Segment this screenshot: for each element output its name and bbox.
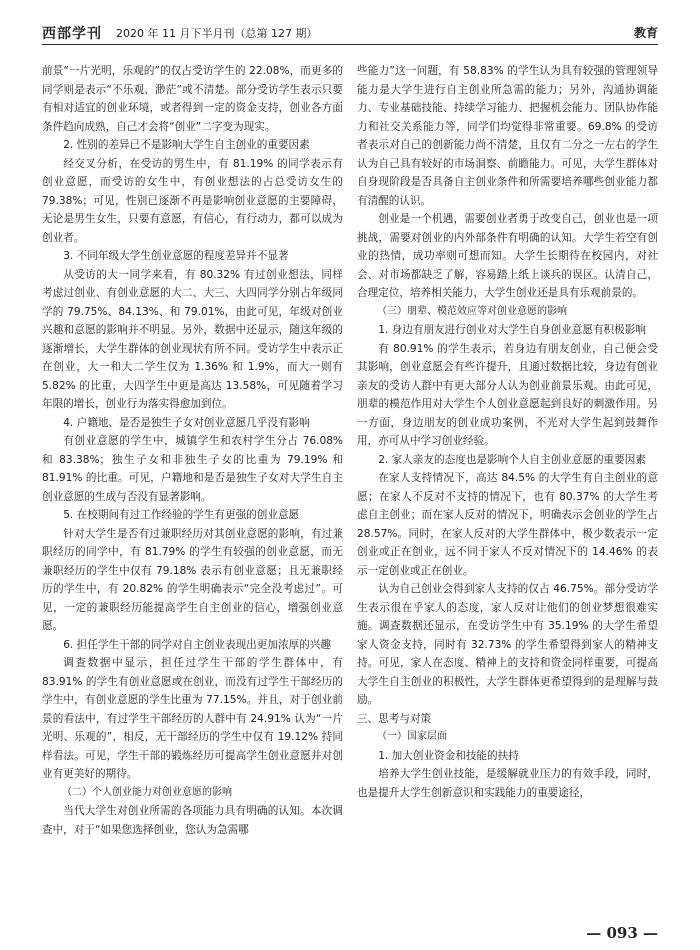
paragraph: 从受访的大一同学来看，有 80.32% 有过创业想法，同样考虑过创业、有创业意愿的大二、大三、大四同学分别占年级同学的 79.75%、84.13%、和 79.01%，由此可见，年级对创业兴趣和意愿的影响并不明显。另外，数据中还显示，随这年级的逐渐增长，大学生群体的创业现状有所不同。受访学生中表示正在创业，大一和大二学生仅为 1.36% 和 1.9%，而大一则有 5.82% 的比重，大四学生中更是高达 13.58%，可见随着学习年限的增长，创业行为落实得愈加到位。 — [42, 268, 343, 410]
paragraph: 有 80.91% 的学生表示，若身边有朋友创业，自己便会受其影响，创业意愿会有些许提升，且通过数据比较，身边有创业亲友的受访人群中有更大部分人认为创业前景乐观。由此可见，朋辈的模范作用对大学生个人创业意愿起到良好的刺激作用。另一方面，身边朋友的创业成功案例，不光对大学生起到鼓舞作用，亦可从中学习创业经验。 — [357, 342, 658, 447]
paragraph: 1. 身边有朋友进行创业对大学生自身创业意愿有积极影响 — [378, 324, 646, 336]
paragraph: 2. 性别的差异已不是影响大学生自主创业的重要因素 — [63, 139, 310, 151]
subsection-heading: （二）个人创业能力对创业意愿的影响 — [62, 786, 232, 798]
paragraph: 前景“一片光明，乐观的”的仅占受访学生的 22.08%，而更多的同学则是表示“不乐观、渺茫”或不清楚。部分受访学生表示只要有相对适宜的创业环境，或者得到一定的资金支持，创业各方面条件趋向成熟，自己才会将“创业”二字变为现实。 — [42, 65, 343, 133]
paragraph: 经交叉分析，在受访的男生中，有 81.19% 的同学表示有创业意愿，而受访的女生中，有创业想法的占总受访女生的 79.38%；可见，性别已逐渐不再是影响创业意愿的主要障碍，无论是男生女生，只要有意愿，有信心，有行动力，都可以成为创业者。 — [42, 157, 343, 244]
paragraph: 认为自己创业会得到家人支持的仅占 46.75%。部分受访学生表示很在乎家人的态度，家人反对让他们的创业梦想很难实施。调查数据还显示，在受访学生中有 35.19% 的大学生希望家人资金支持，同时有 32.73% 的学生希望得到家人的精神支持。可见，家人在态度、精神上的支持和资金同样重要，可提高大学生自主创业的积极性，大学生群体更希望得到的是理解与鼓励。 — [357, 583, 658, 706]
paragraph: 6. 担任学生干部的同学对自主创业表现出更加浓厚的兴趣 — [63, 638, 331, 651]
paragraph: 4. 户籍地、是否是独生子女对创业意愿几乎没有影响 — [63, 416, 310, 429]
paragraph: 有创业意愿的学生中，城镇学生和农村学生分占 76.08% 和 83.38%；独生子女和非独生子女的比重为 79.19% 和 81.91% 的比重。可见，户籍地和是否是独生子女对大学生自主创业意愿的生成与否没有显著影响。 — [42, 435, 343, 503]
paragraph: 些能力”这一问题，有 58.83% 的学生认为具有较强的管理领导能力是大学生进行自主创业所急需的能力；另外，沟通协调能力、专业基础技能、持续学习能力、把握机会能力、团队协作能力和社交关系能力等，同学们均觉得非常重要。69.8% 的受访者表示对自己的创新能力尚不清楚，且仅有二分之一左右的学生认为自己具有较好的市场洞察、前瞻能力。可见，大学生群体对自身现阶段是否具备自主创业条件和所需要培养哪些创业能力都有清醒的认识。 — [357, 65, 658, 207]
subsection-heading: （三）朋辈、模范效应等对创业意愿的影响 — [377, 305, 567, 317]
paragraph: 培养大学生创业技能，是缓解就业压力的有效手段，同时，也是提升大学生创新意识和实践能力的重要途径， — [357, 768, 658, 799]
paragraph: 创业是一个机遇，需要创业者勇于改变自己，创业也是一项挑战，需要对创业的内外部条件有明确的认知。大学生若空有创业的热情，成功率则可想而知。大学生长期待在校园内，对社会、对市场都缺乏了解，容易踏上纸上谈兵的误区。认清自己，合理定位，培养相关能力，大学生创业还是具有乐观前景的。 — [357, 213, 658, 299]
section-label: 教育 — [633, 26, 658, 40]
paragraph: 针对大学生是否有过兼职经历对其创业意愿的影响，有过兼职经历的同学中，有 81.79% 的学生有较强的创业意愿，而无兼职经历的学生中仅有 79.18% 表示有创业意愿；且无兼职经历的学生中，有 20.82% 的学生明确表示“完全没考虑过”。可见，一定的兼职经历能提高学生自主创业的信心，增强创业意愿。 — [42, 527, 343, 632]
issue-info: 2020 年 11 月下半月刊（总第 127 期） — [116, 27, 318, 40]
page-header — [42, 18, 658, 46]
journal-name: 西部学刊 — [42, 26, 102, 42]
left-column — [42, 62, 343, 839]
paragraph: 1. 加大创业资金和技能的扶持 — [378, 749, 519, 762]
paragraph: 调查数据中显示，担任过学生干部的学生群体中，有 83.91% 的学生有创业意愿或在创业，而没有过学生干部经历的学生中，有创业意愿的学生比重为 77.15%。并且，对于创业前景的看法中，有过学生干部经历的人群中有 24.91% 认为“一片光明、乐观的”，相反，无干部经历的学生中仅有 19.12% 持同样看法。可见，学生干部的锻炼经历可提高学生创业意愿并对创业有更美好的期待。 — [42, 657, 343, 780]
page-number: — 093 — — [586, 924, 658, 942]
paragraph: 3. 不同年级大学生创业意愿的程度差异并不显著 — [63, 250, 289, 262]
paragraph: 2. 家人亲友的态度也是影响个人自主创业意愿的重要因素 — [378, 453, 646, 466]
paragraph: 在家人支持情况下，高达 84.5% 的大学生有自主创业的意愿；在家人不反对不支持的情况下，也有 80.37% 的大学生考虑自主创业；而在家人反对的情况下，明确表示会创业的学生占 28.57%。同时，在家人反对的大学生群体中，极少数表示一定创业或正在创业，远不同于家人不反对情况下的 14.46% 的表示一定创业或正在创业。 — [357, 472, 658, 577]
subsection-heading: （一）国家层面 — [377, 731, 447, 742]
paragraph: 当代大学生对创业所需的各项能力具有明确的认知。本次调查中，对于“如果您选择创业，您认为急需哪 — [42, 805, 343, 836]
paragraph: 三、思考与对策 — [357, 712, 432, 725]
header-rule — [42, 44, 658, 45]
paragraph: 5. 在校期间有过工作经验的学生有更强的创业意愿 — [63, 509, 300, 521]
right-column — [357, 62, 658, 802]
